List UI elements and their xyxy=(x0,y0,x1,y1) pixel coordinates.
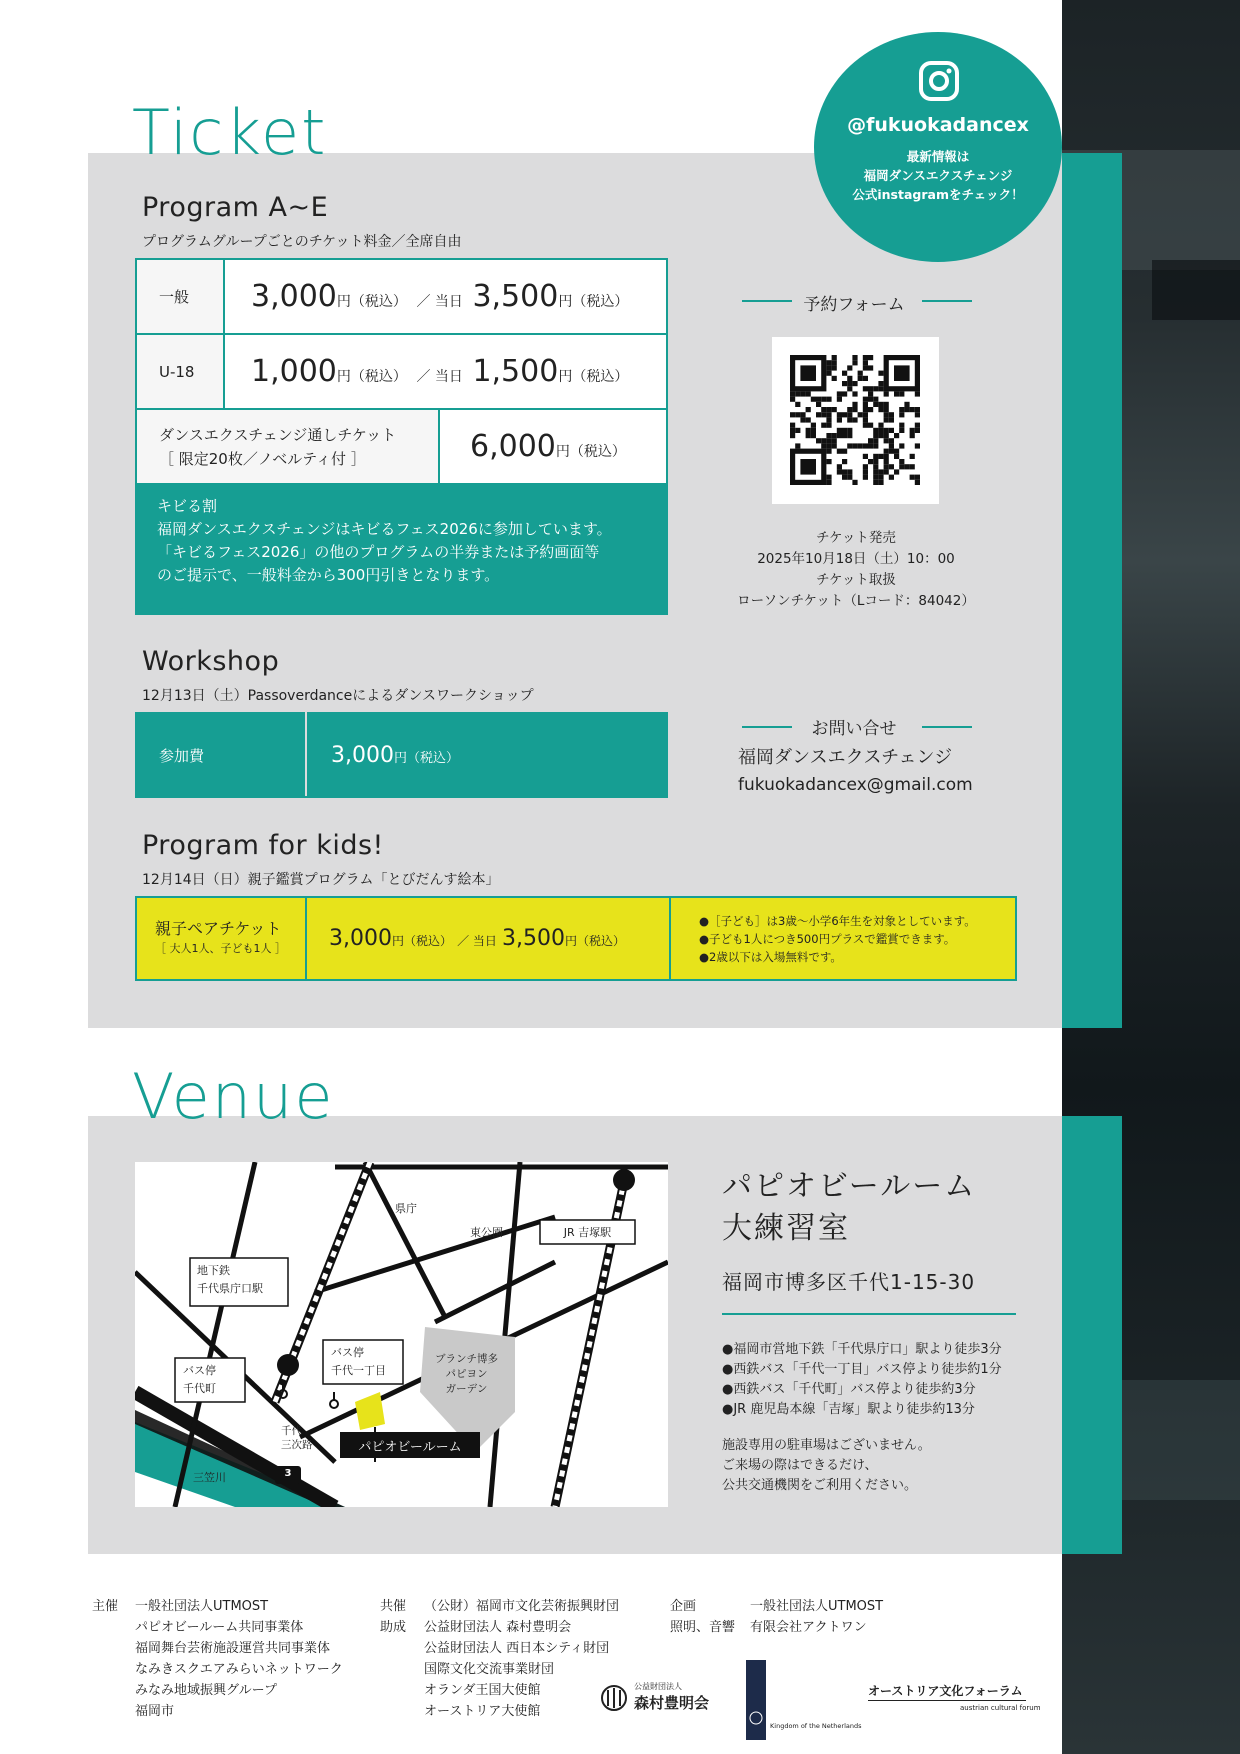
kibiru-title: キビる割 xyxy=(157,497,218,515)
program-ae-price-table xyxy=(135,258,668,485)
reservation-qr-code[interactable] xyxy=(772,337,939,504)
footer-grant-label: 助成 xyxy=(380,1620,407,1635)
kids-price-table xyxy=(135,896,1017,981)
workshop-fee: 3,000円（税込） xyxy=(306,713,667,797)
workshop-title: Workshop xyxy=(142,646,280,677)
footer-co-host-label: 共催 xyxy=(380,1599,407,1614)
map-label-kencho: 県庁 xyxy=(395,1202,417,1215)
map-venue-label: パピオビールーム xyxy=(358,1440,462,1455)
map-label-higashi-koen: 東公園 xyxy=(470,1226,503,1239)
reserve-heading: 予約フォーム xyxy=(803,295,905,315)
map-label-chiyo-sanjiro: 千代 三次路 xyxy=(281,1425,313,1451)
footer-grant-list: 公益財団法人 森村豊明会 公益財団法人 西日本シティ財団 国際文化交流事業財団 オランダ王国大使館 オーストリア大使館 xyxy=(424,1620,610,1719)
kids-title: Program for kids! xyxy=(142,830,384,861)
map-label-river: 三笠川 xyxy=(193,1471,226,1484)
netherlands-crest-icon xyxy=(748,1710,764,1726)
ticket-teal-strip xyxy=(1062,153,1122,1028)
kids-notes: ●［子ども］は3歳～小学6年生を対象としています。 ●子ども1人につき500円プラスで鑑賞できます。 ●2歳以下は入場無料です。 xyxy=(670,897,1016,980)
footer-lighting-label: 照明、音響 xyxy=(670,1620,736,1635)
program-ae-desc: プログラムグループごとのチケット料金／全席自由 xyxy=(142,234,462,250)
morimura-logo: 公益財団法人 森村豊明会 xyxy=(600,1680,712,1716)
kibiru-discount-box: キビる割 福岡ダンスエクスチェンジはキビるフェス2026に参加しています。 「キビるフェス2026」の他のプログラムの半券または予約画面等 のご提示で、一般料金から300円引きとなります。 xyxy=(135,485,668,615)
venue-access-list: ●福岡市営地下鉄「千代県庁口」駅より徒歩3分 ●西鉄バス「千代一丁目」バス停より徒歩約1分 ●西鉄バス「千代町」バス停より徒歩約3分 ●JR 鹿児島本線「吉塚」駅より徒歩約13分 xyxy=(722,1342,1002,1417)
instagram-handle: @fukuokadancex xyxy=(847,114,1029,136)
footer-organizer-label: 主催 xyxy=(92,1599,119,1614)
morimura-emblem-icon xyxy=(600,1684,628,1712)
map-route-number: 3 xyxy=(284,1468,292,1479)
kids-desc: 12月14日（日）親子鑑賞プログラム「とびだんす絵本」 xyxy=(142,872,500,888)
venue-name: パピオビールーム 大練習室 xyxy=(722,1169,977,1246)
program-ae-title: Program A~E xyxy=(142,192,329,223)
map-label-garden: ブランチ博多 パピヨン ガーデン xyxy=(435,1353,498,1395)
map-label-jr-yoshizuka: JR 吉塚駅 xyxy=(563,1226,612,1239)
instagram-message: 最新情報は 福岡ダンスエクスチェンジ 公式instagramをチェック！ xyxy=(852,149,1024,202)
contact-rule-right xyxy=(922,726,972,728)
price-label-general: 一般 xyxy=(136,259,224,334)
price-cell-general: 3,000円（税込） ／ 当日 3,500円（税込） xyxy=(224,259,667,334)
venue-rule xyxy=(722,1313,1016,1315)
instagram-badge[interactable] xyxy=(814,32,1062,262)
price-general: 3,000 xyxy=(251,279,337,314)
austrian-forum-logo: オーストリア文化フォーラム austrian cultural forum xyxy=(868,1684,1041,1712)
footer-organizer-list: 一般社団法人UTMOST パピオビールーム共同事業体 福岡舞台芸術施設運営共同事業体 なみきスクエアみらいネットワーク みなみ地域振興グループ 福岡市 xyxy=(135,1599,343,1719)
netherlands-logo: Kingdom of the Netherlands xyxy=(746,1660,858,1740)
ticket-section-title: Ticket xyxy=(132,96,328,169)
contact-org: 福岡ダンスエクスチェンジ xyxy=(738,747,953,768)
ticket-sale-info: チケット発売 2025年10月18日（土）10：00 チケット取扱 ローソンチケット（Lコード：84042） xyxy=(737,530,975,609)
venue-map[interactable] xyxy=(135,1162,668,1507)
price-cell-u18: 1,000円（税込） ／ 当日 1,500円（税込） xyxy=(224,334,667,409)
qr-code-icon xyxy=(772,337,939,504)
price-label-u18: U-18 xyxy=(136,334,224,409)
footer-planning: 一般社団法人UTMOST xyxy=(750,1599,884,1614)
footer-co-host: （公財）福岡市文化芸術振興財団 xyxy=(424,1599,620,1614)
footer-lighting: 有限会社アクトワン xyxy=(750,1620,867,1635)
footer-planning-label: 企画 xyxy=(670,1599,697,1614)
reserve-rule-left xyxy=(742,300,792,302)
pass-ticket-price: 6,000円（税込） xyxy=(439,409,667,484)
instagram-icon xyxy=(918,60,960,102)
door-price-u18: 1,500 xyxy=(472,354,559,389)
map-label-bus-chiyo1: バス停 千代一丁目 xyxy=(331,1346,386,1377)
workshop-desc: 12月13日（土）Passoverdanceによるダンスワークショップ xyxy=(142,688,534,704)
door-price-general: 3,500 xyxy=(472,279,559,314)
venue-address: 福岡市博多区千代1-15-30 xyxy=(722,1270,976,1294)
venue-section-title: Venue xyxy=(132,1060,335,1133)
map-label-subway: 地下鉄 千代県庁口駅 xyxy=(197,1264,263,1295)
kids-pair-label: 親子ペアチケット ［ 大人1人、子ども1人 ］ xyxy=(136,897,306,980)
contact-heading: お問い合せ xyxy=(811,719,897,739)
reserve-rule-right xyxy=(922,300,972,302)
kids-pair-price: 3,000円（税込） ／ 当日 3,500円（税込） xyxy=(306,897,670,980)
pass-ticket-label: ダンスエクスチェンジ通しチケット ［ 限定20枚／ノベルティ付 ］ xyxy=(136,409,439,484)
map-label-bus-chiyomachi: バス停 千代町 xyxy=(183,1364,216,1395)
workshop-fee-label: 参加費 xyxy=(136,713,306,797)
venue-parking-note: 施設専用の駐車場はございません。 ご来場の際はできるだけ、 公共交通機関をご利用ください。 xyxy=(722,1438,931,1493)
price-u18: 1,000 xyxy=(251,354,337,389)
workshop-price-table xyxy=(135,712,668,798)
contact-email[interactable]: fukuokadancex@gmail.com xyxy=(738,775,973,795)
venue-teal-strip xyxy=(1062,1116,1122,1554)
contact-rule-left xyxy=(742,726,792,728)
